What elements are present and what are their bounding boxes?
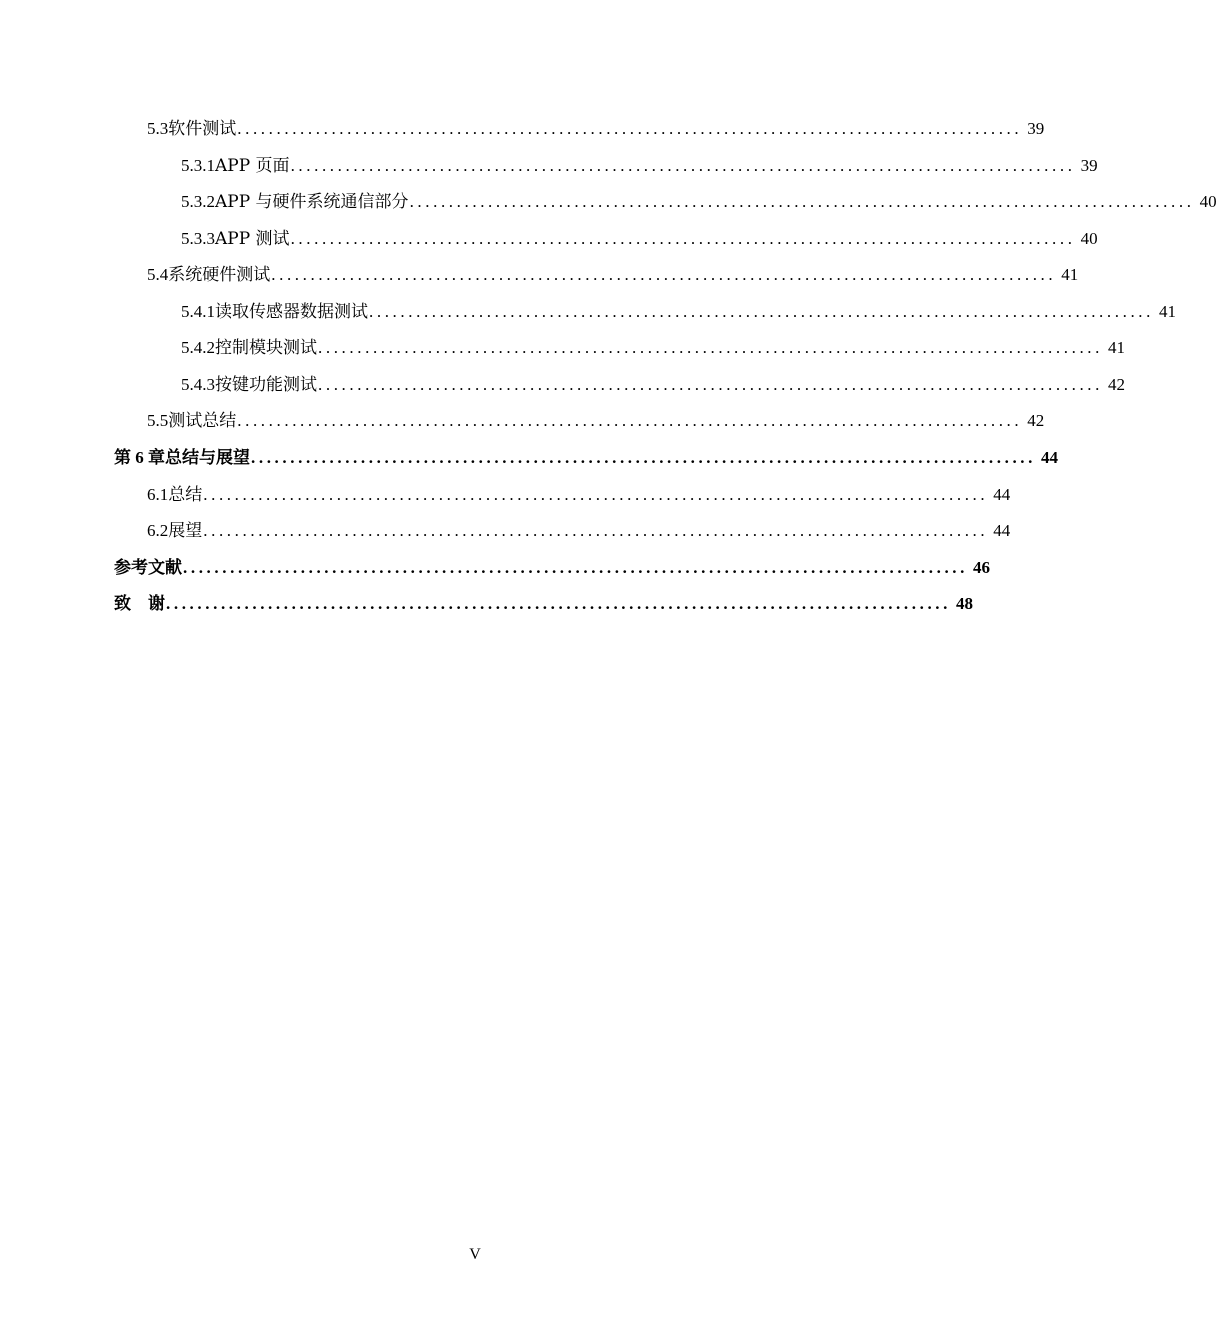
toc-entry-title: APP 与硬件系统通信部分 xyxy=(215,192,409,212)
toc-entry-title: 总结 xyxy=(168,485,203,505)
toc-entry-6-2[interactable] xyxy=(147,516,1011,542)
dot-leader: .................................................................................................... xyxy=(290,156,1076,175)
toc-entry-number: 5.3.2 xyxy=(181,192,215,211)
dot-leader: .................................................................................................... xyxy=(203,521,989,540)
toc-entry-page: 44 xyxy=(1041,448,1058,467)
toc-entry-page: 41 xyxy=(1061,265,1079,284)
dot-leader: .................................................................................................... xyxy=(271,265,1057,284)
toc-entry-title: APP 页面 xyxy=(215,156,290,176)
toc-entry-5-4[interactable] xyxy=(147,260,1079,286)
toc-entry-number: 5.3.3 xyxy=(181,229,215,248)
toc-entry-page: 41 xyxy=(1108,338,1125,357)
toc-entry-number: 5.4 xyxy=(147,265,169,284)
toc-entry-page: 48 xyxy=(956,594,973,613)
dot-leader: .................................................................................................... xyxy=(237,411,1023,430)
toc-entry-title: 展望 xyxy=(168,521,203,541)
dot-leader: .................................................................................................... xyxy=(183,558,968,577)
toc-entry-5-4-2[interactable] xyxy=(181,333,1125,359)
toc-entry-page: 41 xyxy=(1159,302,1176,321)
toc-entry-title: 控制模块测试 xyxy=(215,338,317,358)
toc-entry-page: 46 xyxy=(973,558,990,577)
toc-entry-title: 软件测试 xyxy=(168,119,237,139)
toc-entry-5-4-1[interactable] xyxy=(181,297,1176,323)
toc-entry-page: 42 xyxy=(1108,375,1125,394)
toc-entry-chapter-6[interactable] xyxy=(114,443,1058,469)
toc-entry-page: 42 xyxy=(1027,411,1045,430)
toc-entry-number: 6.1 xyxy=(147,485,169,504)
toc-entry-page: 40 xyxy=(1199,192,1217,211)
dot-leader: .................................................................................................... xyxy=(166,594,951,613)
toc-entry-5-4-3[interactable] xyxy=(181,370,1125,396)
dot-leader: .................................................................................................... xyxy=(251,448,1036,467)
toc-entry-number: 第 6 章 xyxy=(114,448,165,467)
toc-entry-page: 39 xyxy=(1027,119,1045,138)
dot-leader: .................................................................................................... xyxy=(318,338,1103,357)
toc-entry-number: 5.3 xyxy=(147,119,169,138)
toc-entry-5-3-1[interactable] xyxy=(181,151,1098,177)
dot-leader: .................................................................................................... xyxy=(369,302,1154,321)
toc-entry-title: APP 测试 xyxy=(215,229,290,249)
dot-leader: .................................................................................................... xyxy=(409,192,1195,211)
toc-entry-5-3-2[interactable] xyxy=(181,187,1217,213)
toc-entry-page: 44 xyxy=(993,521,1011,540)
toc-entry-5-3[interactable] xyxy=(147,114,1045,140)
toc-entry-page: 40 xyxy=(1080,229,1098,248)
toc-entry-number: 5.4.2 xyxy=(181,338,215,357)
toc-entry-title: 致 谢 xyxy=(114,594,165,614)
toc-entry-5-3-3[interactable] xyxy=(181,224,1098,250)
toc-entry-number: 5.3.1 xyxy=(181,156,215,175)
toc-entry-6-1[interactable] xyxy=(147,480,1011,506)
toc-entry-number: 5.4.1 xyxy=(181,302,215,321)
toc-entry-number: 5.5 xyxy=(147,411,169,430)
toc-entry-title: 读取传感器数据测试 xyxy=(215,302,368,322)
toc-entry-5-5[interactable] xyxy=(147,406,1045,432)
toc-entry-title: 按键功能测试 xyxy=(215,375,317,395)
dot-leader: .................................................................................................... xyxy=(203,485,989,504)
toc-entry-page: 39 xyxy=(1080,156,1098,175)
dot-leader: .................................................................................................... xyxy=(318,375,1103,394)
toc-entry-title: 系统硬件测试 xyxy=(168,265,271,285)
toc-entry-page: 44 xyxy=(993,485,1011,504)
toc-entry-number: 6.2 xyxy=(147,521,169,540)
toc-entry-title: 总结与展望 xyxy=(165,448,250,468)
toc-entry-title: 参考文献 xyxy=(114,558,182,578)
dot-leader: .................................................................................................... xyxy=(237,119,1023,138)
dot-leader: .................................................................................................... xyxy=(290,229,1076,248)
page-number-footer: V xyxy=(469,1246,481,1263)
toc-entry-title: 测试总结 xyxy=(168,411,237,431)
toc-entry-number: 5.4.3 xyxy=(181,375,215,394)
toc-entry-references[interactable] xyxy=(114,553,990,579)
toc-entry-acknowledgements[interactable] xyxy=(114,589,973,615)
